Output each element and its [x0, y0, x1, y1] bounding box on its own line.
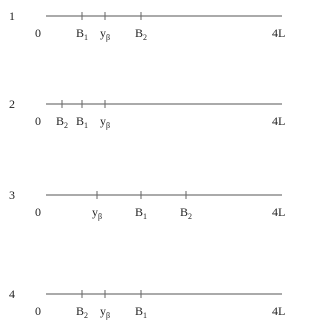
start-label: 0 — [35, 26, 41, 40]
tick-label — [100, 26, 110, 42]
tick-label — [100, 114, 110, 130]
tick-label-base: B — [134, 304, 144, 318]
tick-label — [76, 304, 88, 320]
tick-label — [76, 26, 88, 42]
tick-label-subscript: β — [105, 33, 111, 42]
end-label: 4L — [272, 114, 286, 128]
tick-label — [180, 205, 192, 221]
end-label: 4L — [272, 26, 286, 40]
tick-label-base: y — [99, 304, 106, 318]
start-label: 0 — [35, 304, 41, 318]
tick-label-base: y — [99, 114, 106, 128]
tick-label-subscript: 2 — [64, 121, 69, 130]
case-2 — [9, 97, 285, 130]
case-number: 2 — [9, 97, 15, 111]
case-number: 4 — [9, 287, 15, 301]
end-label: 4L — [272, 205, 286, 219]
tick-label-base: B — [75, 114, 85, 128]
case-3 — [9, 188, 285, 221]
tick-label-base: y — [99, 26, 106, 40]
tick-label — [92, 205, 102, 221]
tick-label-subscript: 1 — [143, 212, 148, 221]
tick-label-base: B — [134, 26, 144, 40]
tick-label — [56, 114, 68, 130]
start-label: 0 — [35, 205, 41, 219]
tick-label — [100, 304, 110, 320]
end-label: 4L — [272, 304, 286, 318]
tick-label — [76, 114, 88, 130]
tick-label-subscript: β — [105, 121, 111, 130]
case-number: 3 — [9, 188, 15, 202]
tick-label — [135, 26, 147, 42]
tick-label-subscript: β — [105, 311, 111, 320]
tick-label-subscript: 1 — [84, 121, 89, 130]
tick-label-base: B — [75, 304, 85, 318]
tick-label-subscript: 1 — [143, 311, 148, 320]
tick-label-base: y — [91, 205, 98, 219]
case-4 — [9, 287, 285, 320]
tick-label-subscript: 2 — [188, 212, 193, 221]
start-label: 0 — [35, 114, 41, 128]
case-number: 1 — [9, 9, 15, 23]
tick-label-subscript: 2 — [143, 33, 148, 42]
tick-label — [135, 205, 147, 221]
tick-label-base: B — [179, 205, 189, 219]
tick-label — [135, 304, 147, 320]
tick-label-base: B — [55, 114, 65, 128]
tick-label-subscript: 2 — [84, 311, 89, 320]
case-1 — [9, 9, 285, 42]
tick-label-base: B — [134, 205, 144, 219]
tick-label-subscript: β — [97, 212, 103, 221]
tick-label-base: B — [75, 26, 85, 40]
tick-label-subscript: 1 — [84, 33, 89, 42]
